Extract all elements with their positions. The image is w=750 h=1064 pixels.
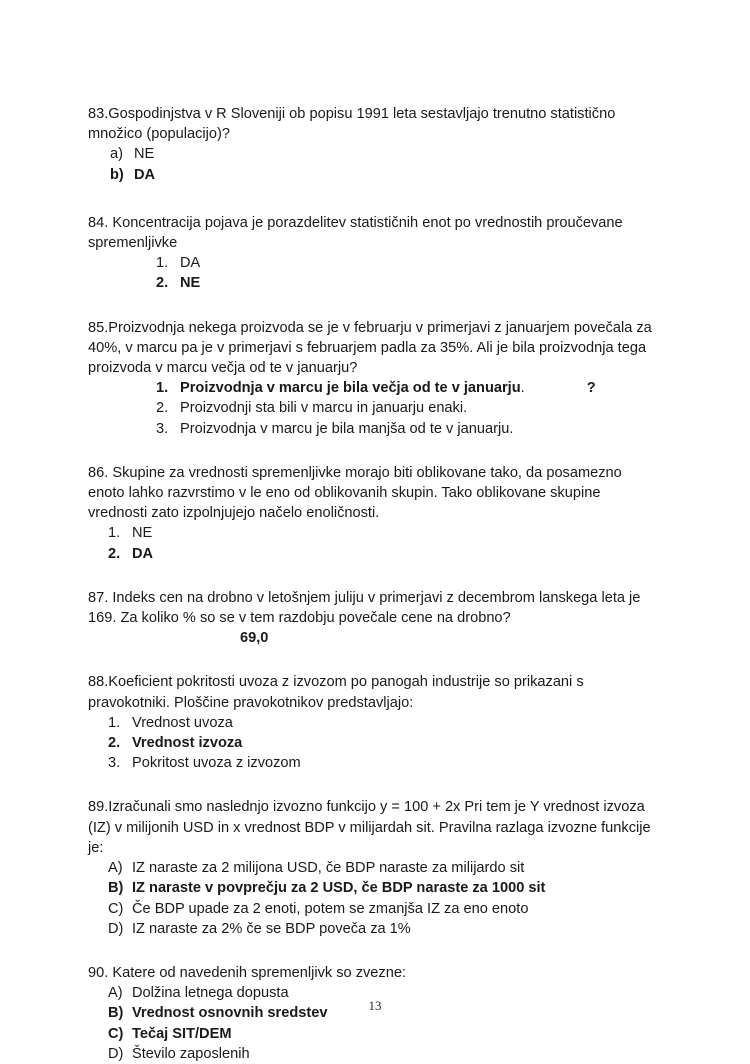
question-stem: 85.Proizvodnja nekega proizvoda se je v februarju v primerjavi z januarjem povečala za 40%, v marcu pa je v primerjavi s februarjem padla za 35%. Ali je bila proizvodnja tega proizvoda v marcu večja od te v januarju? bbox=[88, 319, 652, 377]
option-marker: 3. bbox=[108, 755, 121, 772]
option-item[interactable] bbox=[108, 753, 662, 773]
option-item[interactable] bbox=[110, 165, 662, 185]
option-item[interactable] bbox=[108, 713, 662, 733]
question-block bbox=[88, 797, 662, 938]
question-stem: 86. Skupine za vrednosti spremenljivke morajo biti oblikovane tako, da posamezno enoto lahko razvrstimo v le eno od oblikovanih skupin. Tako oblikovane skupine vrednosti zato izpolnjujejo načelo enoličnosti. bbox=[88, 464, 622, 522]
option-text: Vrednost izvoza bbox=[132, 735, 243, 752]
option-list bbox=[88, 713, 662, 774]
option-marker: A) bbox=[108, 985, 123, 1002]
option-text: Pokritost uvoza z izvozom bbox=[132, 755, 301, 772]
question-spacer bbox=[88, 185, 662, 213]
question-stem: 88.Koeficient pokritosti uvoza z izvozom po panogah industrije so prikazani s pravokotniki. Ploščine pravokotnikov predstavljajo: bbox=[88, 674, 584, 711]
option-marker: 3. bbox=[156, 420, 169, 437]
option-item[interactable] bbox=[156, 398, 662, 418]
option-text: Dolžina letnega dopusta bbox=[132, 985, 289, 1002]
option-text: Vrednost uvoza bbox=[132, 714, 233, 731]
option-marker: 2. bbox=[156, 275, 169, 292]
option-list bbox=[88, 378, 662, 439]
option-marker: 1. bbox=[108, 525, 121, 542]
question-stem: 89.Izračunali smo naslednjo izvozno funkcijo y = 100 + 2x Pri tem je Y vrednost izvoza (IZ) v milijonih USD in x vrednost BDP v milijardah sit. Pravilna razlaga izvozne funkcije je: bbox=[88, 799, 651, 856]
option-item[interactable] bbox=[108, 878, 662, 898]
question-block bbox=[88, 318, 662, 439]
option-item[interactable] bbox=[156, 419, 662, 439]
option-text: Vrednost osnovnih sredstev bbox=[132, 1005, 328, 1022]
option-text: Če BDP upade za 2 enoti, potem se zmanjša IZ za eno enoto bbox=[132, 900, 529, 917]
option-marker: C) bbox=[108, 900, 124, 917]
option-marker: B) bbox=[108, 880, 124, 897]
option-marker: 2. bbox=[156, 400, 169, 417]
option-item[interactable] bbox=[108, 544, 662, 564]
option-item[interactable] bbox=[156, 253, 662, 273]
question-block bbox=[88, 463, 662, 564]
page-number-footer: 13 bbox=[368, 998, 382, 1013]
option-text: IZ naraste v povprečju za 2 USD, če BDP naraste za 1000 sit bbox=[132, 880, 546, 897]
question-stem: 84. Koncentracija pojava je porazdelitev statističnih enot po vrednostih proučevane spremenljivke bbox=[88, 214, 623, 252]
question-spacer bbox=[88, 564, 662, 588]
option-item[interactable] bbox=[108, 858, 662, 878]
option-text: Tečaj SIT/DEM bbox=[132, 1025, 232, 1042]
option-text: Proizvodnji sta bili v marcu in januarju enaki. bbox=[180, 400, 468, 417]
question-spacer bbox=[88, 939, 662, 963]
answer-value: 69,0 bbox=[240, 630, 269, 647]
option-text: NE bbox=[134, 146, 155, 163]
option-text: Proizvodnja v marcu je bila manjša od te v januarju. bbox=[180, 420, 514, 437]
option-marker: A) bbox=[108, 860, 123, 877]
option-marker: b) bbox=[110, 166, 124, 183]
option-list bbox=[88, 523, 662, 563]
question-block bbox=[88, 104, 662, 185]
question-stem: 90. Katere od navedenih spremenljivk so zvezne: bbox=[88, 964, 407, 981]
option-marker: 1. bbox=[108, 714, 121, 731]
option-text: NE bbox=[132, 525, 153, 542]
option-list bbox=[88, 983, 662, 1064]
question-list bbox=[88, 104, 662, 1064]
option-item[interactable] bbox=[108, 899, 662, 919]
option-marker: a) bbox=[110, 146, 123, 163]
option-item[interactable] bbox=[156, 378, 662, 398]
question-spacer bbox=[88, 648, 662, 672]
option-marker: 1. bbox=[156, 255, 169, 272]
option-list bbox=[88, 253, 662, 293]
option-item[interactable] bbox=[156, 273, 662, 293]
option-item[interactable] bbox=[110, 144, 662, 164]
option-list bbox=[88, 144, 662, 184]
option-marker: 1. bbox=[156, 380, 169, 397]
option-marker: D) bbox=[108, 920, 124, 937]
option-text: DA bbox=[132, 545, 154, 562]
option-list bbox=[88, 858, 662, 939]
question-spacer bbox=[88, 439, 662, 463]
option-item[interactable] bbox=[108, 919, 662, 939]
option-marker: 2. bbox=[108, 735, 121, 752]
option-text: NE bbox=[180, 275, 201, 292]
option-marker: C) bbox=[108, 1025, 124, 1042]
option-marker: B) bbox=[108, 1005, 124, 1022]
option-text: IZ naraste za 2% če se BDP poveča za 1% bbox=[132, 920, 411, 937]
option-item[interactable] bbox=[108, 733, 662, 753]
question-spacer bbox=[88, 773, 662, 797]
option-item[interactable] bbox=[108, 1024, 662, 1044]
question-stem: 83.Gospodinjstva v R Sloveniji ob popisu 1991 leta sestavljajo trenutno statistično množico (populacijo)? bbox=[88, 106, 616, 143]
option-trailing-mark: ? bbox=[586, 380, 596, 397]
option-suffix: . bbox=[520, 380, 525, 397]
option-marker: D) bbox=[108, 1045, 124, 1062]
option-text: Proizvodnja v marcu je bila večja od te v januarju bbox=[180, 380, 521, 397]
option-text: DA bbox=[134, 166, 156, 183]
question-block bbox=[88, 588, 662, 649]
question-block bbox=[88, 672, 662, 773]
question-spacer bbox=[88, 294, 662, 318]
option-text: Število zaposlenih bbox=[132, 1045, 250, 1062]
question-stem: 87. Indeks cen na drobno v letošnjem juliju v primerjavi z decembrom lanskega leta je 169. Za koliko % so se v tem razdobju povečale cene na drobno? bbox=[88, 589, 641, 627]
question-block bbox=[88, 213, 662, 294]
option-text: IZ naraste za 2 milijona USD, če BDP naraste za milijardo sit bbox=[132, 860, 525, 877]
option-marker: 2. bbox=[108, 545, 121, 562]
option-item[interactable] bbox=[108, 523, 662, 543]
option-text: DA bbox=[180, 255, 201, 272]
